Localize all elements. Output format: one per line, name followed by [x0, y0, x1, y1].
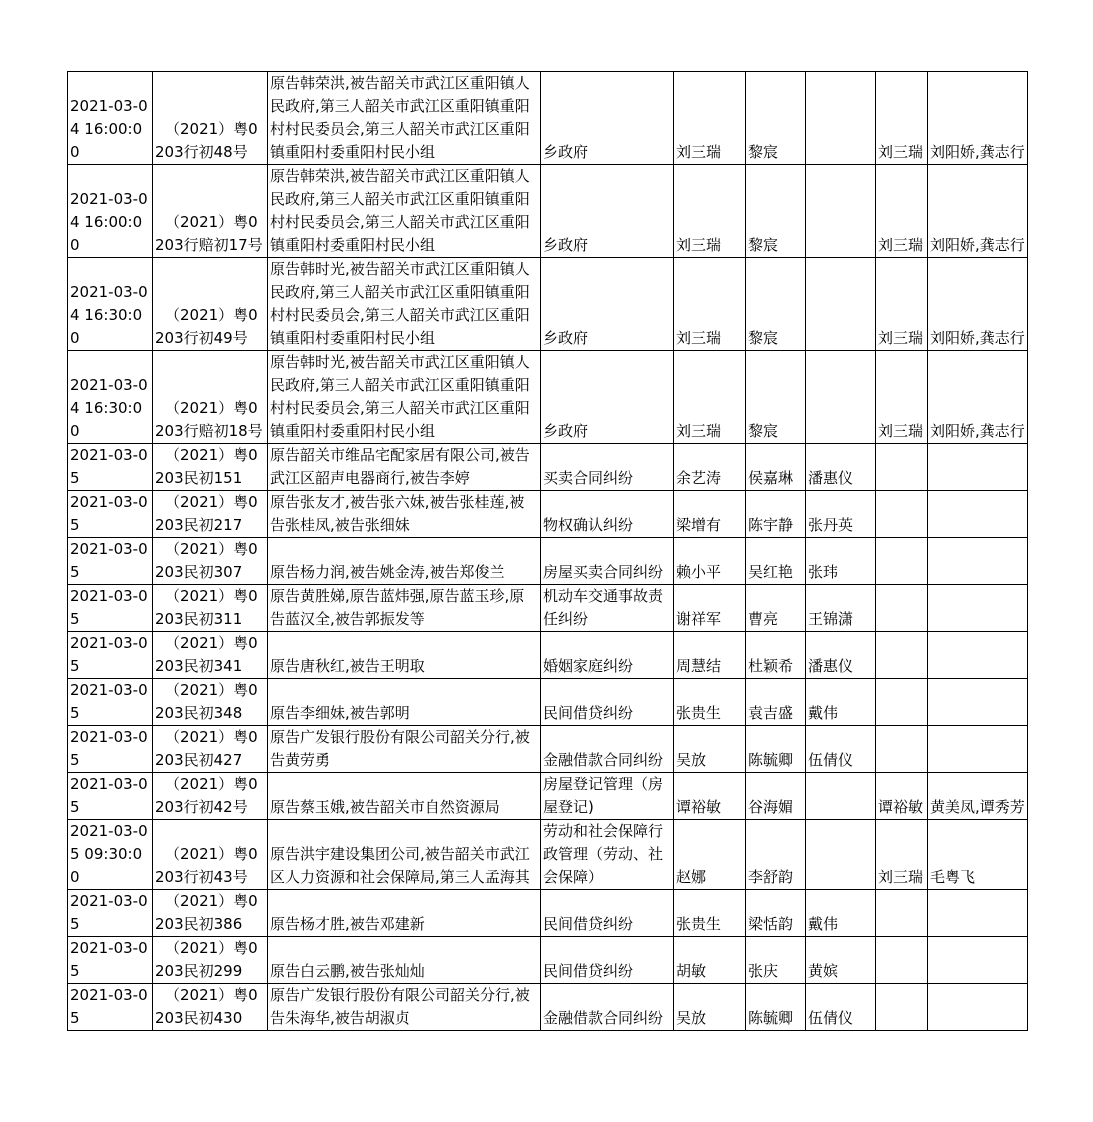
cause-of-action-cell: 房屋登记管理（房屋登记) — [541, 773, 674, 820]
hearing-date-cell: 2021-03-05 — [68, 937, 153, 984]
hearing-date-cell: 2021-03-05 09:30:00 — [68, 820, 153, 890]
table-row — [68, 820, 1028, 890]
case-number-cell: （2021）粤0203行初42号 — [153, 773, 268, 820]
panel-member-cell — [806, 351, 876, 444]
presiding-judge-cell — [876, 937, 928, 984]
assessors-cell: 刘阳娇,龚志行 — [928, 351, 1028, 444]
parties-cell: 原告张友才,被告张六妹,被告张桂莲,被告张桂凤,被告张细妹 — [268, 491, 541, 538]
panel-member-cell: 王锦潇 — [806, 585, 876, 632]
case-number-cell: （2021）粤0203民初430 — [153, 984, 268, 1031]
cause-of-action-cell: 乡政府 — [541, 351, 674, 444]
clerk-cell: 袁吉盛 — [746, 679, 806, 726]
case-number-cell: （2021）粤0203行初43号 — [153, 820, 268, 890]
judge-cell: 赖小平 — [674, 538, 746, 585]
panel-member-cell — [806, 773, 876, 820]
judge-cell: 刘三瑞 — [674, 351, 746, 444]
hearing-date-cell: 2021-03-05 — [68, 538, 153, 585]
judge-cell: 梁增有 — [674, 491, 746, 538]
parties-cell: 原告韩荣洪,被告韶关市武江区重阳镇人民政府,第三人韶关市武江区重阳镇重阳村村民委员会,第三人韶关市武江区重阳镇重阳村委重阳村民小组 — [268, 165, 541, 258]
parties-cell: 原告韩时光,被告韶关市武江区重阳镇人民政府,第三人韶关市武江区重阳镇重阳村村民委员会,第三人韶关市武江区重阳镇重阳村委重阳村民小组 — [268, 351, 541, 444]
presiding-judge-cell: 刘三瑞 — [876, 351, 928, 444]
table-row — [68, 679, 1028, 726]
hearing-date-cell: 2021-03-04 16:00:00 — [68, 165, 153, 258]
panel-member-cell: 张丹英 — [806, 491, 876, 538]
panel-member-cell: 黄嫔 — [806, 937, 876, 984]
parties-cell: 原告洪宇建设集团公司,被告韶关市武江区人力资源和社会保障局,第三人孟海其 — [268, 820, 541, 890]
presiding-judge-cell: 刘三瑞 — [876, 820, 928, 890]
case-number-cell: （2021）粤0203行赔初18号 — [153, 351, 268, 444]
parties-cell: 原告广发银行股份有限公司韶关分行,被告朱海华,被告胡淑贞 — [268, 984, 541, 1031]
presiding-judge-cell — [876, 538, 928, 585]
hearing-schedule-table — [67, 71, 1028, 1031]
clerk-cell: 吴红艳 — [746, 538, 806, 585]
judge-cell: 谢祥军 — [674, 585, 746, 632]
judge-cell: 张贵生 — [674, 890, 746, 937]
hearing-date-cell: 2021-03-05 — [68, 890, 153, 937]
cause-of-action-cell: 民间借贷纠纷 — [541, 679, 674, 726]
table-row — [68, 890, 1028, 937]
presiding-judge-cell: 刘三瑞 — [876, 258, 928, 351]
case-number-cell: （2021）粤0203行初48号 — [153, 72, 268, 165]
cause-of-action-cell: 婚姻家庭纠纷 — [541, 632, 674, 679]
table-row — [68, 632, 1028, 679]
parties-cell: 原告蔡玉娥,被告韶关市自然资源局 — [268, 773, 541, 820]
case-number-cell: （2021）粤0203民初217 — [153, 491, 268, 538]
cause-of-action-cell: 买卖合同纠纷 — [541, 444, 674, 491]
case-number-cell: （2021）粤0203民初299 — [153, 937, 268, 984]
panel-member-cell: 戴伟 — [806, 679, 876, 726]
case-number-cell: （2021）粤0203行赔初17号 — [153, 165, 268, 258]
assessors-cell — [928, 726, 1028, 773]
panel-member-cell — [806, 258, 876, 351]
presiding-judge-cell: 刘三瑞 — [876, 165, 928, 258]
hearing-date-cell: 2021-03-05 — [68, 726, 153, 773]
clerk-cell: 曹亮 — [746, 585, 806, 632]
table-row — [68, 72, 1028, 165]
table-row — [68, 538, 1028, 585]
assessors-cell — [928, 585, 1028, 632]
hearing-date-cell: 2021-03-05 — [68, 585, 153, 632]
presiding-judge-cell — [876, 444, 928, 491]
hearing-date-cell: 2021-03-05 — [68, 773, 153, 820]
cause-of-action-cell: 民间借贷纠纷 — [541, 890, 674, 937]
panel-member-cell: 戴伟 — [806, 890, 876, 937]
assessors-cell: 黄美凤,谭秀芳 — [928, 773, 1028, 820]
table-row — [68, 258, 1028, 351]
clerk-cell: 黎宸 — [746, 72, 806, 165]
judge-cell: 谭裕敏 — [674, 773, 746, 820]
judge-cell: 吴放 — [674, 984, 746, 1031]
clerk-cell: 梁恬韵 — [746, 890, 806, 937]
presiding-judge-cell — [876, 726, 928, 773]
hearing-date-cell: 2021-03-05 — [68, 984, 153, 1031]
case-number-cell: （2021）粤0203民初348 — [153, 679, 268, 726]
judge-cell: 周慧结 — [674, 632, 746, 679]
judge-cell: 刘三瑞 — [674, 258, 746, 351]
cause-of-action-cell: 金融借款合同纠纷 — [541, 984, 674, 1031]
presiding-judge-cell — [876, 585, 928, 632]
case-number-cell: （2021）粤0203民初341 — [153, 632, 268, 679]
hearing-date-cell: 2021-03-05 — [68, 491, 153, 538]
clerk-cell: 黎宸 — [746, 258, 806, 351]
judge-cell: 刘三瑞 — [674, 72, 746, 165]
hearing-date-cell: 2021-03-04 16:30:00 — [68, 351, 153, 444]
presiding-judge-cell: 谭裕敏 — [876, 773, 928, 820]
presiding-judge-cell — [876, 491, 928, 538]
case-number-cell: （2021）粤0203民初307 — [153, 538, 268, 585]
cause-of-action-cell: 乡政府 — [541, 72, 674, 165]
parties-cell: 原告白云鹏,被告张灿灿 — [268, 937, 541, 984]
panel-member-cell: 潘惠仪 — [806, 444, 876, 491]
panel-member-cell: 伍倩仪 — [806, 726, 876, 773]
cause-of-action-cell: 金融借款合同纠纷 — [541, 726, 674, 773]
panel-member-cell — [806, 72, 876, 165]
assessors-cell — [928, 890, 1028, 937]
case-number-cell: （2021）粤0203民初151 — [153, 444, 268, 491]
assessors-cell — [928, 937, 1028, 984]
panel-member-cell — [806, 820, 876, 890]
table-row — [68, 937, 1028, 984]
table-row — [68, 351, 1028, 444]
clerk-cell: 陈宇静 — [746, 491, 806, 538]
hearing-date-cell: 2021-03-04 16:30:00 — [68, 258, 153, 351]
clerk-cell: 陈毓卿 — [746, 726, 806, 773]
clerk-cell: 陈毓卿 — [746, 984, 806, 1031]
table-row — [68, 726, 1028, 773]
assessors-cell — [928, 984, 1028, 1031]
assessors-cell: 刘阳娇,龚志行 — [928, 72, 1028, 165]
parties-cell: 原告韩荣洪,被告韶关市武江区重阳镇人民政府,第三人韶关市武江区重阳镇重阳村村民委员会,第三人韶关市武江区重阳镇重阳村委重阳村民小组 — [268, 72, 541, 165]
parties-cell: 原告广发银行股份有限公司韶关分行,被告黄劳勇 — [268, 726, 541, 773]
judge-cell: 张贵生 — [674, 679, 746, 726]
judge-cell: 刘三瑞 — [674, 165, 746, 258]
presiding-judge-cell — [876, 679, 928, 726]
hearing-date-cell: 2021-03-05 — [68, 679, 153, 726]
assessors-cell — [928, 491, 1028, 538]
panel-member-cell — [806, 165, 876, 258]
clerk-cell: 杜颖希 — [746, 632, 806, 679]
judge-cell: 胡敏 — [674, 937, 746, 984]
assessors-cell: 刘阳娇,龚志行 — [928, 165, 1028, 258]
parties-cell: 原告杨力润,被告姚金涛,被告郑俊兰 — [268, 538, 541, 585]
hearing-date-cell: 2021-03-04 16:00:00 — [68, 72, 153, 165]
clerk-cell: 黎宸 — [746, 351, 806, 444]
parties-cell: 原告韶关市维品宅配家居有限公司,被告武江区韶声电器商行,被告李婷 — [268, 444, 541, 491]
table-row — [68, 491, 1028, 538]
cause-of-action-cell: 机动车交通事故责任纠纷 — [541, 585, 674, 632]
case-number-cell: （2021）粤0203民初386 — [153, 890, 268, 937]
table-row — [68, 773, 1028, 820]
presiding-judge-cell — [876, 890, 928, 937]
table-row — [68, 444, 1028, 491]
cause-of-action-cell: 乡政府 — [541, 165, 674, 258]
assessors-cell — [928, 538, 1028, 585]
presiding-judge-cell — [876, 632, 928, 679]
table-row — [68, 984, 1028, 1031]
assessors-cell: 毛粤飞 — [928, 820, 1028, 890]
parties-cell: 原告唐秋红,被告王明取 — [268, 632, 541, 679]
hearing-date-cell: 2021-03-05 — [68, 444, 153, 491]
cause-of-action-cell: 劳动和社会保障行政管理（劳动、社会保障） — [541, 820, 674, 890]
cause-of-action-cell: 乡政府 — [541, 258, 674, 351]
cause-of-action-cell: 物权确认纠纷 — [541, 491, 674, 538]
case-number-cell: （2021）粤0203民初427 — [153, 726, 268, 773]
case-number-cell: （2021）粤0203民初311 — [153, 585, 268, 632]
clerk-cell: 侯嘉琳 — [746, 444, 806, 491]
assessors-cell: 刘阳娇,龚志行 — [928, 258, 1028, 351]
panel-member-cell: 张玮 — [806, 538, 876, 585]
presiding-judge-cell: 刘三瑞 — [876, 72, 928, 165]
judge-cell: 赵娜 — [674, 820, 746, 890]
cause-of-action-cell: 房屋买卖合同纠纷 — [541, 538, 674, 585]
parties-cell: 原告杨才胜,被告邓建新 — [268, 890, 541, 937]
case-number-cell: （2021）粤0203行初49号 — [153, 258, 268, 351]
judge-cell: 吴放 — [674, 726, 746, 773]
parties-cell: 原告韩时光,被告韶关市武江区重阳镇人民政府,第三人韶关市武江区重阳镇重阳村村民委员会,第三人韶关市武江区重阳镇重阳村委重阳村民小组 — [268, 258, 541, 351]
panel-member-cell: 潘惠仪 — [806, 632, 876, 679]
clerk-cell: 李舒韵 — [746, 820, 806, 890]
judge-cell: 余艺涛 — [674, 444, 746, 491]
presiding-judge-cell — [876, 984, 928, 1031]
clerk-cell: 黎宸 — [746, 165, 806, 258]
assessors-cell — [928, 444, 1028, 491]
parties-cell: 原告黄胜娣,原告蓝炜强,原告蓝玉珍,原告蓝汉全,被告郭振发等 — [268, 585, 541, 632]
hearing-date-cell: 2021-03-05 — [68, 632, 153, 679]
clerk-cell: 谷海媚 — [746, 773, 806, 820]
cause-of-action-cell: 民间借贷纠纷 — [541, 937, 674, 984]
assessors-cell — [928, 679, 1028, 726]
table-row — [68, 585, 1028, 632]
table-row — [68, 165, 1028, 258]
clerk-cell: 张庆 — [746, 937, 806, 984]
panel-member-cell: 伍倩仪 — [806, 984, 876, 1031]
parties-cell: 原告李细妹,被告郭明 — [268, 679, 541, 726]
assessors-cell — [928, 632, 1028, 679]
